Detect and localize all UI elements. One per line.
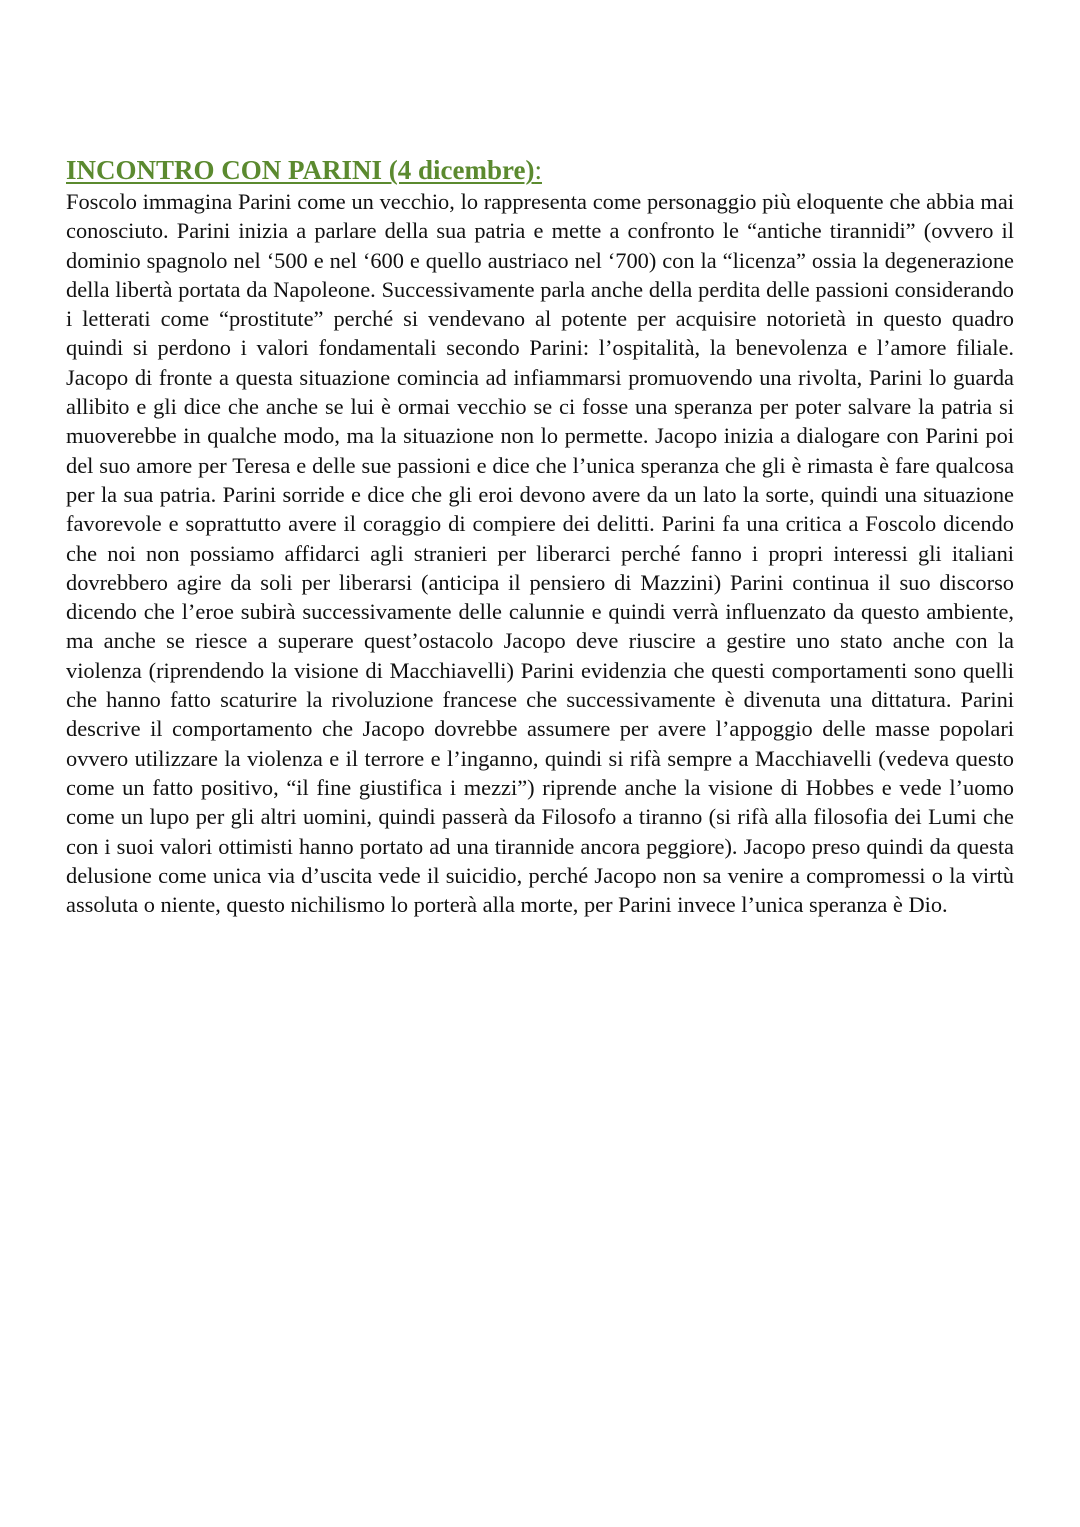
body-paragraph: Foscolo immagina Parini come un vecchio, lo rappresenta come personaggio più eloquente che abbia mai conosciuto. Parini inizia a parlare della sua patria e mette a confronto le “antiche tirannidi” (ovvero il dominio spagnolo nel ‘500 e nel ‘600 e quello austriaco nel ‘700) con la “licenza” ossia la degenerazione della libertà portata da Napoleone. Successivamente parla anche della perdita delle passioni considerando i letterati come “prostitute” perché si vendevano al potente per acquisire notorietà in questo quadro quindi si perdono i valori fondamentali secondo Parini: l’ospitalità, la benevolenza e l’amore filiale. Jacopo di fronte a questa situazione comincia ad infiammarsi promuovendo una rivolta, Parini lo guarda allibito e gli dice che anche se lui è ormai vecchio se ci fosse una speranza per poter salvare la patria si muoverebbe in qualche modo, ma la situazione non lo permette. Jacopo inizia a dialogare con Parini poi del suo amore per Teresa e delle sue passioni e dice che l’unica speranza che gli è rimasta è fare qualcosa per la sua patria. Parini sorride e dice che gli eroi devono avere da un lato la sorte, quindi una situazione favorevole e soprattutto avere il coraggio di compiere dei delitti. Parini fa una critica a Foscolo dicendo che noi non possiamo affidarci agli stranieri per liberarci perché fanno i propri interessi gli italiani dovrebbero agire da soli per liberarsi (anticipa il pensiero di Mazzini) Parini continua il suo discorso dicendo che l’eroe subirà successivamente delle calunnie e quindi verrà influenzato da questo ambiente, ma anche se riesce a superare quest’ostacolo Jacopo deve riuscire a gestire uno stato anche con la violenza (riprendendo la visione di Macchiavelli) Parini evidenzia che questi comportamenti sono quelli che hanno fatto scaturire la rivoluzione francese che successivamente è divenuta una dittatura. Parini descrive il comportamento che Jacopo dovrebbe assumere per avere l’appoggio delle masse popolari ovvero utilizzare la violenza e il terrore e l’inganno, quindi si rifà sempre a Macchiavelli (vedeva questo come un fatto positivo, “il fine giustifica i mezzi”) riprende anche la visione di Hobbes e vede l’uomo come un lupo per gli altri uomini, quindi passerà da Filosofo a tiranno (si rifà alla filosofia dei Lumi che con i suoi valori ottimisti hanno portato ad una tirannide ancora peggiore). Jacopo preso quindi da questa delusione come unica via d’uscita vede il suicidio, perché Jacopo non sa venire a compromessi o la virtù assoluta o niente, questo nichilismo lo porterà alla morte, per Parini invece l’unica speranza è Dio. — [66, 189, 1014, 918]
section-heading-colon: : — [534, 155, 542, 185]
document-page — [66, 154, 1014, 919]
section-heading-text: INCONTRO CON PARINI (4 dicembre) — [66, 155, 535, 185]
section-heading — [66, 154, 1014, 187]
